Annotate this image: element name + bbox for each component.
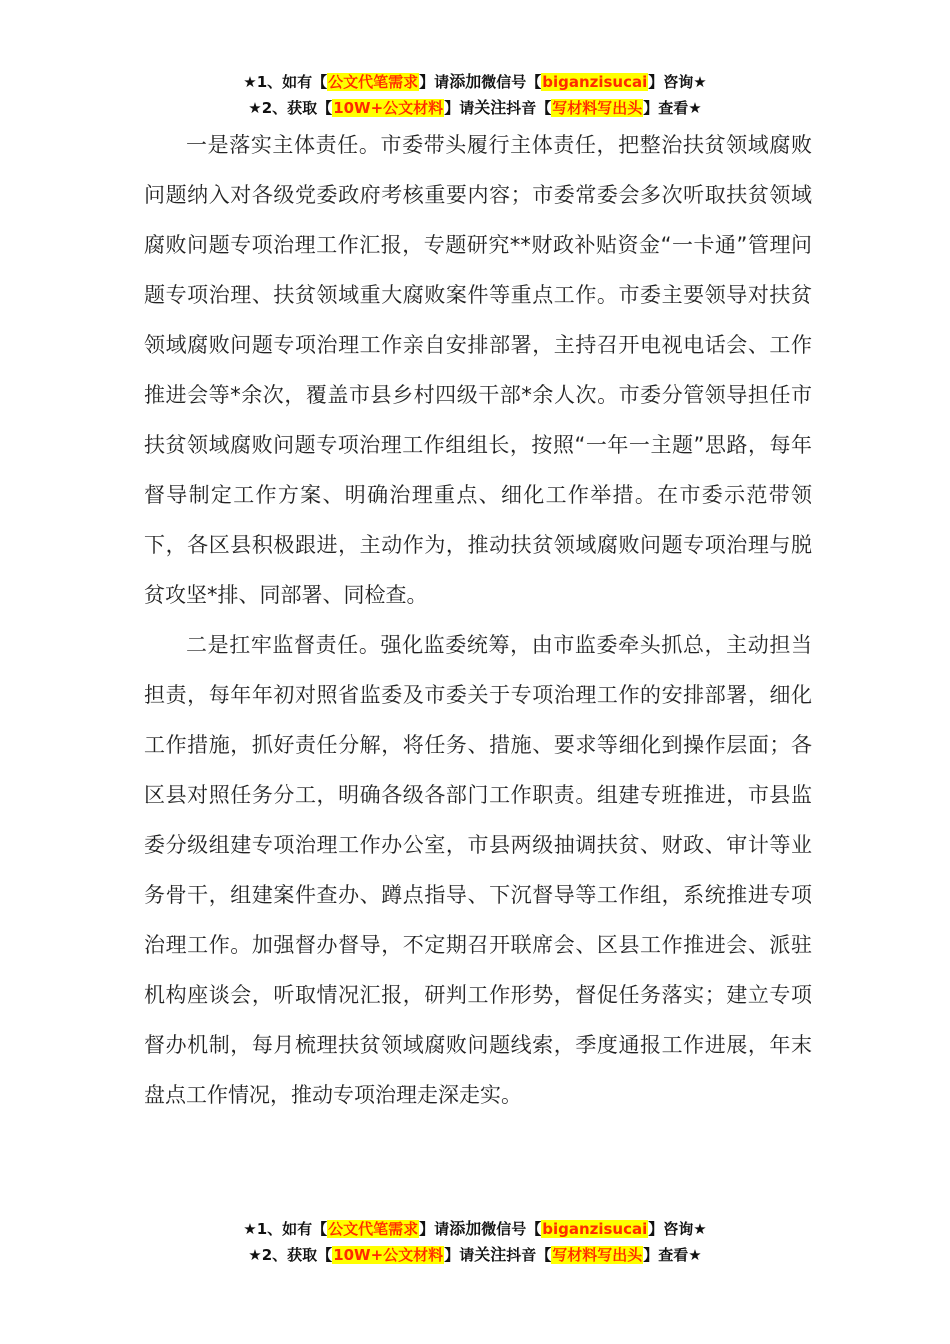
- header-banner: [0, 69, 950, 121]
- banner-line-2-highlight-douyin: 写材料写出头: [552, 99, 643, 117]
- banner-line-2-text: 】请: [444, 99, 475, 117]
- paragraph-supervision-responsibility: 二是扛牢监督责任。强化监委统筹，由市监委牵头抓总，主动担当担责，每年年初对照省监委及市委关于专项治理工作的安排部署，细化工作措施，抓好责任分解，将任务、措施、要求等细化到操作层面；各区县对照任务分工，明确各级各部门工作职责。组建专班推进，市县监委分级组建专项治理工作办公室，市县两级抽调扶贫、财政、审计等业务骨干，组建案件查办、蹲点指导、下沉督导等工作组，系统推进专项治理工作。加强督办督导，不定期召开联席会、区县工作推进会、派驻机构座谈会，听取情况汇报，研判工作形势，督促任务落实；建立专项督办机制，每月梳理扶贫领域腐败问题线索，季度通报工作进展，年末盘点工作情况，推动专项治理走深走实。: [144, 633, 812, 1107]
- banner-line-2-highlight-materials: 10W+公文材料: [333, 99, 444, 117]
- footer-line-1-highlight-service: 公文代笔需求: [328, 1220, 419, 1238]
- banner-line-1-highlight-service: 公文代笔需求: [328, 73, 419, 91]
- banner-line-1-prefix: ★1、如有【: [243, 73, 328, 91]
- banner-line-2-text-2: 抖音【: [506, 99, 552, 117]
- banner-line-1-text-2: 微信号【: [481, 73, 542, 91]
- footer-line-2-emphasis: 关注: [474, 1245, 507, 1264]
- banner-line-2-emphasis: 关注: [474, 98, 507, 117]
- banner-line-2-prefix: ★2、获取【: [248, 99, 333, 117]
- banner-line-1-suffix: 】咨询★: [648, 73, 707, 91]
- footer-line-1-text-2: 微信号【: [481, 1220, 542, 1238]
- footer-banner: [0, 1216, 950, 1268]
- footer-line-1-text: 】请: [419, 1220, 450, 1238]
- banner-line-2-suffix: 】查看★: [643, 99, 702, 117]
- banner-line-1: [0, 69, 950, 95]
- footer-line-1-prefix: ★1、如有【: [243, 1220, 328, 1238]
- footer-line-2-highlight-douyin: 写材料写出头: [552, 1246, 643, 1264]
- footer-line-1-highlight-wechat: biganzisucai: [542, 1220, 648, 1238]
- document-body: [144, 120, 812, 1120]
- banner-line-1-text: 】请: [419, 73, 450, 91]
- footer-line-2-text-2: 抖音【: [506, 1246, 552, 1264]
- banner-line-2: [0, 95, 950, 121]
- footer-line-2-suffix: 】查看★: [643, 1246, 702, 1264]
- footer-banner-line-1: [0, 1216, 950, 1242]
- footer-line-2-highlight-materials: 10W+公文材料: [333, 1246, 444, 1264]
- footer-banner-line-2: [0, 1242, 950, 1268]
- footer-line-1-emphasis: 添加: [449, 1219, 482, 1238]
- banner-line-1-highlight-wechat: biganzisucai: [542, 73, 648, 91]
- footer-line-2-prefix: ★2、获取【: [248, 1246, 333, 1264]
- footer-line-2-text: 】请: [444, 1246, 475, 1264]
- footer-line-1-suffix: 】咨询★: [648, 1220, 707, 1238]
- paragraph-main-responsibility: 一是落实主体责任。市委带头履行主体责任，把整治扶贫领域腐败问题纳入对各级党委政府考核重要内容；市委常委会多次听取扶贫领域腐败问题专项治理工作汇报，专题研究**财政补贴资金“一卡通”管理问题专项治理、扶贫领域重大腐败案件等重点工作。市委主要领导对扶贫领域腐败问题专项治理工作亲自安排部署，主持召开电视电话会、工作推进会等*余次，覆盖市县乡村四级干部*余人次。市委分管领导担任市扶贫领域腐败问题专项治理工作组组长，按照“一年一主题”思路，每年督导制定工作方案、明确治理重点、细化工作举措。在市委示范带领下，各区县积极跟进，主动作为，推动扶贫领域腐败问题专项治理与脱贫攻坚*排、同部署、同检查。: [144, 133, 812, 607]
- banner-line-1-emphasis: 添加: [449, 72, 482, 91]
